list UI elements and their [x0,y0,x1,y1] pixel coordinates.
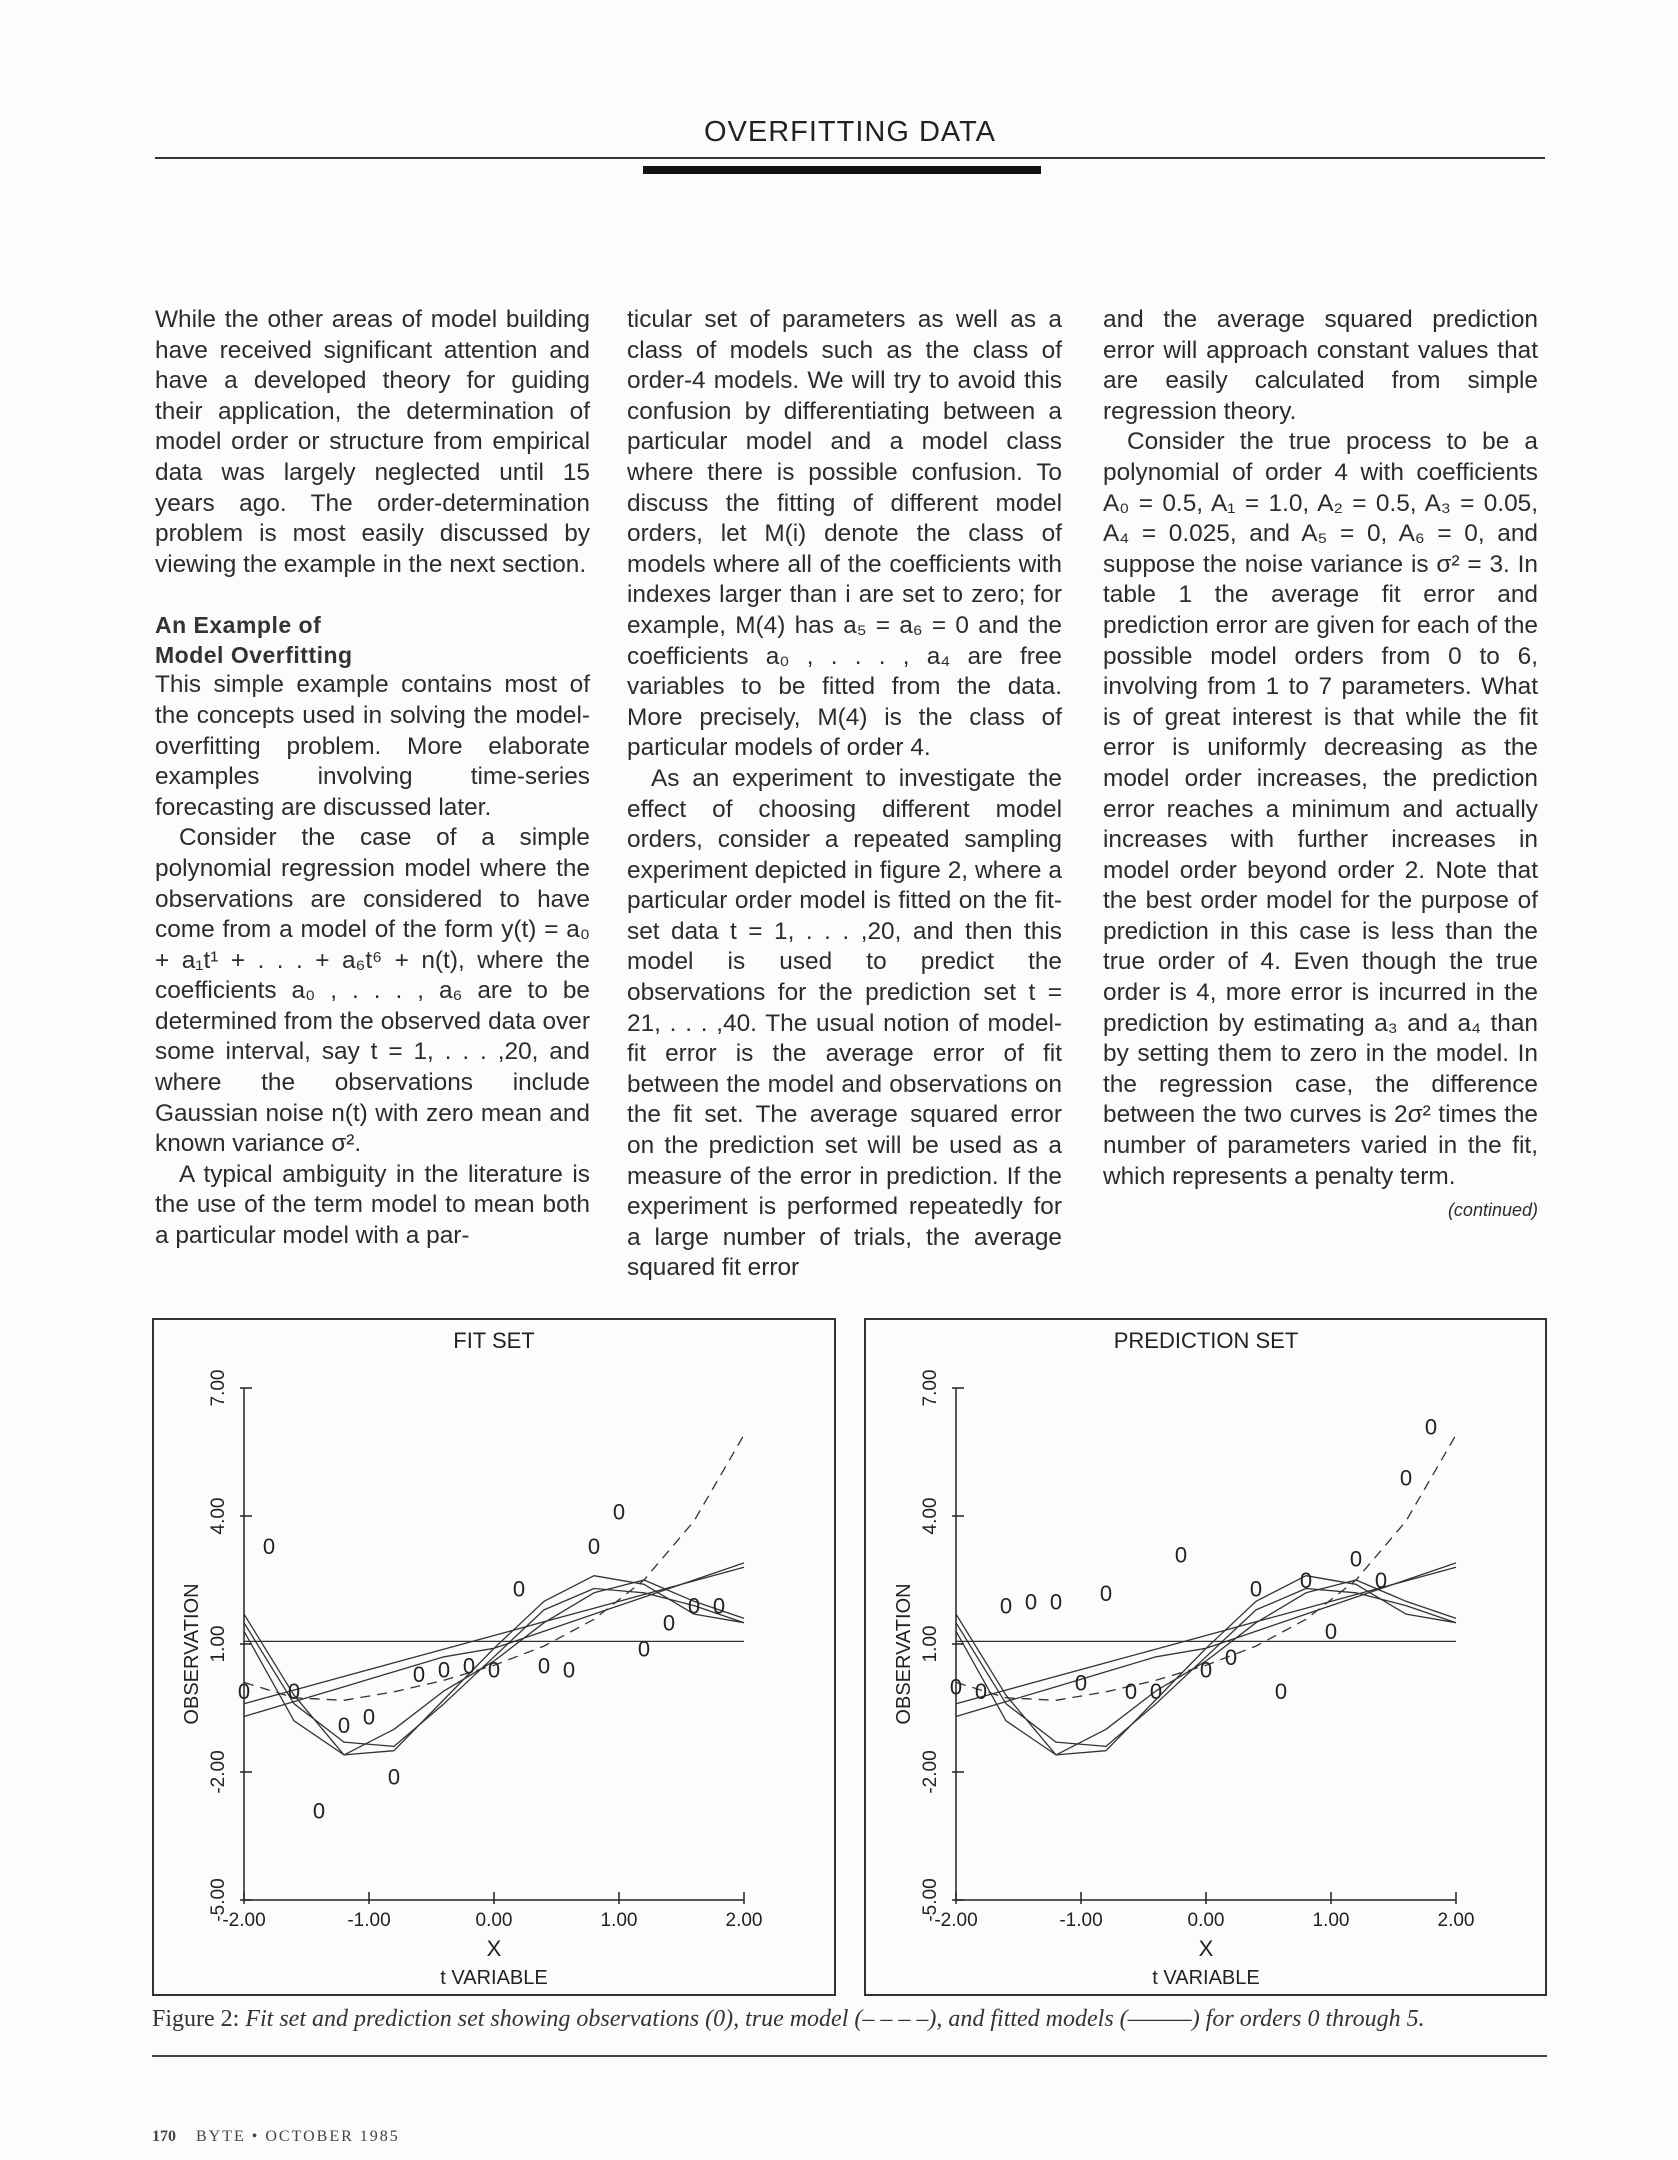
observation-point: 0 [312,1798,326,1824]
section-heading [155,610,590,670]
observation-point: 0 [637,1636,651,1662]
paragraph: and the average squared prediction error will approach constant values that are easily calculated from simple regression theory. [1103,306,1538,425]
chart-title: FIT SET [453,1328,535,1353]
paragraph: As an experiment to investigate the effect of choosing different model orders, consider a repeated sampling experiment depicted in figure 2, where a particular order model is fitted on the fit-set data t = 1, . . . ,20, and then this model is used to predict the observations for the prediction set t = 21, . . . ,40. The usual notion of model-fit error is the average error of fit between the model and observations on the fit set. The average squared error on the prediction set will be used as a measure of the error in prediction. If the experiment is performed repeatedly for a large number of trials, the average squared fit error [627,764,1062,1282]
observation-point: 0 [387,1764,401,1790]
header-rule [155,157,1545,159]
x-tick-label: 2.00 [1437,1910,1475,1931]
observation-point: 0 [587,1533,601,1559]
text-column-2 [627,305,1062,1284]
observation-point: 0 [462,1653,476,1679]
observation-point: 0 [1174,1542,1188,1568]
observation-point: 0 [1074,1670,1088,1696]
chart-title: PREDICTION SET [1113,1328,1299,1353]
fit-set-chart [152,1318,836,1996]
observation-point: 0 [287,1678,301,1704]
running-header [155,112,1545,172]
y-tick-label: -5.00 [208,1878,229,1922]
observation-point: 0 [237,1678,251,1704]
observation-point: 0 [1049,1589,1063,1615]
observation-point: 0 [1374,1568,1388,1593]
observation-point: 0 [1224,1644,1238,1670]
y-tick-label: 1.00 [208,1625,229,1663]
y-axis-label: OBSERVATION [181,1583,203,1725]
observation-point: 0 [1124,1678,1138,1704]
section-heading-line-1: An Example of [155,612,322,639]
x-tick-label: 2.00 [725,1910,763,1931]
x-tick-label: -1.00 [1059,1910,1103,1931]
y-tick-label: 7.00 [208,1369,229,1407]
paragraph: This simple example contains most of the concepts used in solving the model-overfitting problem. More elaborate examples involving time-series forecasting are discussed later. [155,671,590,821]
y-tick-label: 7.00 [920,1369,941,1407]
page-footer [152,2128,400,2146]
observation-point: 0 [1249,1576,1263,1602]
continued-note: (continued) [1447,1200,1538,1221]
publication-line: BYTE • OCTOBER 1985 [196,2128,400,2145]
observation-point: 0 [362,1704,376,1730]
x-tick-label: -1.00 [347,1910,391,1931]
x-tick-label: 1.00 [1312,1910,1350,1931]
observation-point: 0 [437,1657,451,1683]
x-marker-label: X [486,1936,502,1961]
observation-point: 0 [1349,1546,1363,1572]
observation-point: 0 [537,1653,551,1679]
fitted-model-order-2 [244,1563,744,1717]
observation-point: 0 [262,1533,276,1559]
text-column-1 [155,305,590,1252]
prediction-set-chart-svg [866,1320,1545,1994]
paragraph: While the other areas of model building have received significant attention and have a developed theory for guiding their application, the determination of model order or structure from empirical data was largely neglected until 15 years ago. The order-determination problem is most easily discussed by viewing the example in the next section. [155,306,590,578]
observation-point: 0 [1199,1657,1213,1683]
x-tick-label: -2.00 [222,1910,266,1931]
observation-point: 0 [512,1576,526,1602]
page-number: 170 [152,2128,176,2145]
header-bar [643,166,1041,174]
y-tick-label: 4.00 [920,1497,941,1535]
y-tick-label: -5.00 [920,1878,941,1922]
x-axis-label: t VARIABLE [440,1967,548,1989]
text-column-3 [1103,305,1538,1222]
x-marker-label: X [1198,1936,1214,1961]
x-tick-label: -2.00 [934,1910,978,1931]
observation-point: 0 [1149,1678,1163,1704]
x-tick-label: 0.00 [1187,1910,1225,1931]
y-axis-label: OBSERVATION [893,1583,915,1725]
observation-point: 0 [687,1593,701,1619]
observation-point: 0 [1424,1414,1438,1440]
prediction-set-chart [864,1318,1547,1996]
x-tick-label: 1.00 [600,1910,638,1931]
caption-body: Fit set and prediction set showing observations (0), true model (– – – –), and fitted models (———) for orders 0 through 5. [245,2006,1425,2032]
observation-point: 0 [612,1499,626,1525]
header-title: OVERFITTING DATA [703,116,997,148]
section-heading-line-2: Model Overfitting [155,642,353,669]
x-tick-label: 0.00 [475,1910,513,1931]
x-axis-label: t VARIABLE [1152,1967,1260,1989]
observation-point: 0 [1024,1589,1038,1615]
y-tick-label: -2.00 [208,1750,229,1794]
figure-caption [152,2006,1547,2033]
observation-point: 0 [487,1657,501,1683]
y-tick-label: 4.00 [208,1497,229,1535]
fit-set-chart-svg [154,1320,834,1994]
paragraph: Consider the true process to be a polynomial of order 4 with coefficients A₀ = 0.5, A₁ = 1.0, A₂ = 0.5, A₃ = 0.05, A₄ = 0.025, and A₅ = 0, A₆ = 0, and suppose the noise variance is σ² = 3. In table 1 the average fit error and prediction error are given for each of the possible model orders from 0 to 6, involving from 1 to 7 parameters. What is of great interest is that while the fit error is uniformly decreasing as the model order increases, the prediction error reaches a minimum and actually increases with further increases in model order beyond order 2. Note that the best order model for the purpose of prediction in this case is less than the true order of 4. Even though the true order is 4, more error is incurred in the prediction by estimating a₃ and a₄ than by setting them to zero in the model. In the regression case, the difference between the two curves is 2σ² times the number of parameters varied in the fit, which represents a penalty term. [1103,428,1538,1190]
observation-point: 0 [974,1678,988,1704]
observation-point: 0 [1274,1678,1288,1704]
paragraph: A typical ambiguity in the literature is the use of the term model to mean both a particular model with a par- [155,1160,590,1250]
observation-point: 0 [999,1593,1013,1619]
observation-point: 0 [337,1713,351,1739]
observation-point: 0 [1399,1465,1413,1491]
observation-point: 0 [662,1610,676,1636]
observation-point: 0 [1099,1580,1113,1606]
y-tick-label: 1.00 [920,1625,941,1663]
observation-point: 0 [1324,1619,1338,1645]
observation-point: 0 [562,1657,576,1683]
paragraph: Consider the case of a simple polynomial regression model where the observations are considered to have come from a model of the form y(t) = a₀ + a₁t¹ + . . . + a₆t⁶ + n(t), where the coefficients a₀ , . . . , a₆ are to be determined from the observed data over some interval, say t = 1, . . . ,20, and where the observations include Gaussian noise n(t) with zero mean and known variance σ². [155,824,590,1158]
caption-lead: Figure 2: [152,2006,240,2032]
y-tick-label: -2.00 [920,1750,941,1794]
footer-rule [152,2055,1547,2057]
observation-point: 0 [1299,1568,1313,1593]
paragraph: ticular set of parameters as well as a class of models such as the class of order-4 models. We will try to avoid this confusion by differentiating between a particular model and a model class where there is possible confusion. To discuss the fitting of different model orders, let M(i) denote the class of models where all of the coefficients with indexes larger than i are set to zero; for example, M(4) has a₅ = a₆ = 0 and the coefficients a₀ , . . . , a₄ are free variables to be fitted from the data. More precisely, M(4) is the class of particular models of order 4. [627,306,1062,762]
observation-point: 0 [412,1661,426,1687]
observation-point: 0 [712,1593,726,1619]
observation-point: 0 [949,1674,963,1700]
